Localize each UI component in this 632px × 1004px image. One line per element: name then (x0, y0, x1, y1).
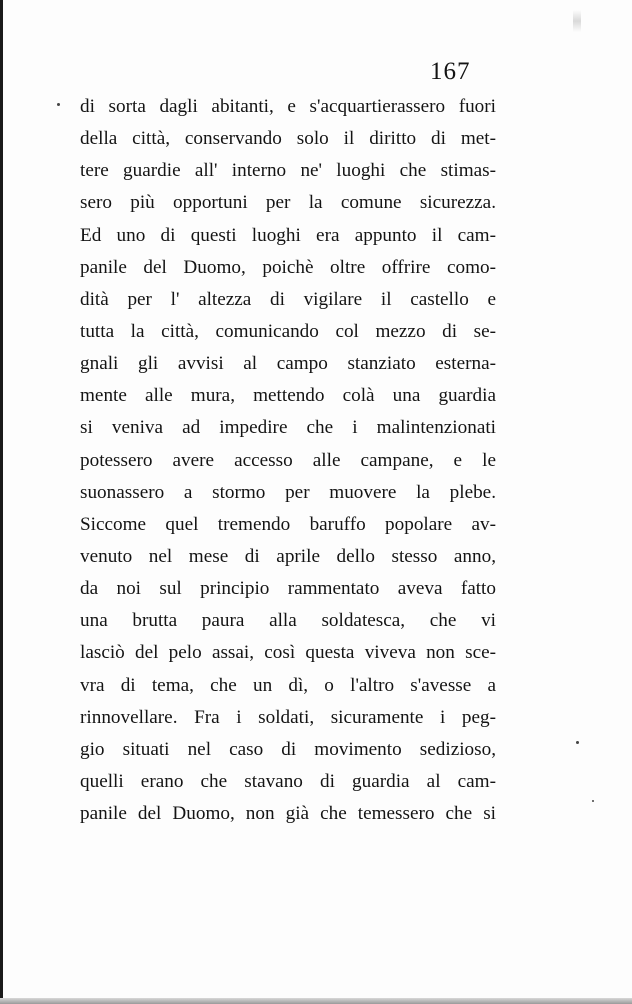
body-text (80, 91, 496, 830)
text-line: Siccome quel tremendo baruffo popolare av- (80, 513, 496, 535)
text-line: sero più opportuni per la comune sicurezza. (80, 192, 496, 214)
page-bottom-edge (0, 998, 632, 1004)
text-line: gnali gli avvisi al campo stanziato esterna- (80, 353, 496, 375)
text-line: venuto nel mese di aprile dello stesso anno, (80, 545, 496, 567)
text-line: lasciò del pelo assai, così questa viveva non sce- (80, 642, 496, 664)
page-number: 167 (430, 58, 471, 85)
text-line: della città, conservando solo il diritto di met- (80, 128, 496, 150)
ink-speck (57, 103, 60, 106)
text-line: quelli erano che stavano di guardia al cam- (80, 770, 496, 792)
text-line: Ed uno di questi luoghi era appunto il cam- (80, 224, 496, 246)
text-line: tutta la città, comunicando col mezzo di se- (80, 320, 496, 342)
text-line: vra di tema, che un dì, o l'altro s'avesse a (80, 674, 496, 696)
text-line: dità per l' altezza di vigilare il castello e (80, 288, 496, 310)
text-line: una brutta paura alla soldatesca, che vi (80, 610, 496, 632)
ink-speck (576, 741, 579, 744)
text-line: tere guardie all' interno ne' luoghi che stimas- (80, 160, 496, 182)
text-line: si veniva ad impedire che i malintenzionati (80, 417, 496, 439)
paper-blemish (573, 10, 581, 32)
text-line: suonassero a stormo per muovere la plebe. (80, 481, 496, 503)
page-spine-edge (0, 0, 3, 1004)
text-line: mente alle mura, mettendo colà una guardia (80, 385, 496, 407)
ink-speck (592, 800, 594, 802)
text-line: di sorta dagli abitanti, e s'acquartierassero fuori (80, 96, 496, 117)
text-line: potessero avere accesso alle campane, e le (80, 449, 496, 471)
text-line: da noi sul principio rammentato aveva fatto (80, 578, 496, 600)
text-line: panile del Duomo, poichè oltre offrire como- (80, 256, 496, 278)
text-line: rinnovellare. Fra i soldati, sicuramente i peg- (80, 706, 496, 728)
text-line: panile del Duomo, non già che temessero che si (80, 803, 496, 825)
text-line: gio situati nel caso di movimento sedizioso, (80, 738, 496, 760)
